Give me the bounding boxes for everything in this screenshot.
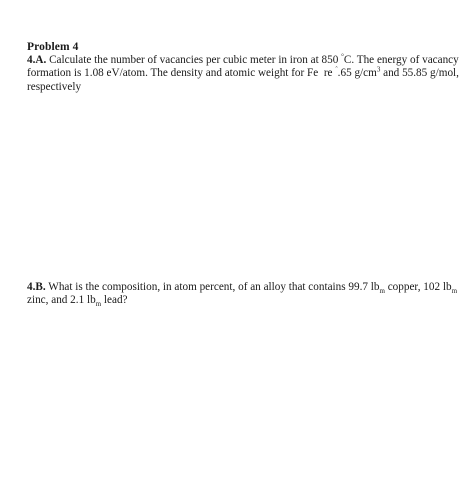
- problem-part-b: [27, 281, 457, 308]
- part-a-line-2: [27, 67, 457, 80]
- problem-part-a: [27, 54, 457, 94]
- part-a-mark: ˆ: [335, 65, 338, 74]
- part-b-text-2: zinc, and 2.1 lb: [27, 294, 96, 307]
- part-b-text-1: What is the composition, in atom percent, of an alloy that contains 99.7 lb: [48, 281, 380, 293]
- part-a-text-1-end: C. The energy of vacancy: [343, 54, 459, 66]
- part-b-text-2-end: lead?: [103, 294, 128, 307]
- part-a-text-2: formation is 1.08 eV/atom. The density and atomic weight for Fe: [27, 67, 319, 80]
- degree-symbol: °: [341, 52, 344, 61]
- part-a-line-3: respectively: [27, 80, 82, 93]
- unit-subscript-1: m: [379, 287, 385, 296]
- part-b-text-1-mid: copper, 102 lb: [387, 281, 452, 293]
- unit-subscript-2: m: [451, 287, 458, 296]
- part-b-line-1: [27, 281, 457, 294]
- cubic-exponent: 3: [376, 65, 381, 74]
- unit-subscript-3: m: [95, 300, 102, 309]
- part-a-text-2-mid: re: [323, 67, 333, 80]
- part-b-line-2: [27, 294, 457, 307]
- part-a-line-1: [27, 54, 457, 67]
- part-b-label: 4.B.: [27, 281, 46, 293]
- part-a-text-2-end: and 55.85 g/mol,: [383, 67, 459, 80]
- problem-title: Problem 4: [27, 41, 79, 53]
- part-a-text-1: Calculate the number of vacancies per cubic meter in iron at 850: [49, 54, 339, 66]
- density-value: .65 g/cm: [337, 67, 377, 80]
- part-a-label: 4.A.: [27, 54, 47, 66]
